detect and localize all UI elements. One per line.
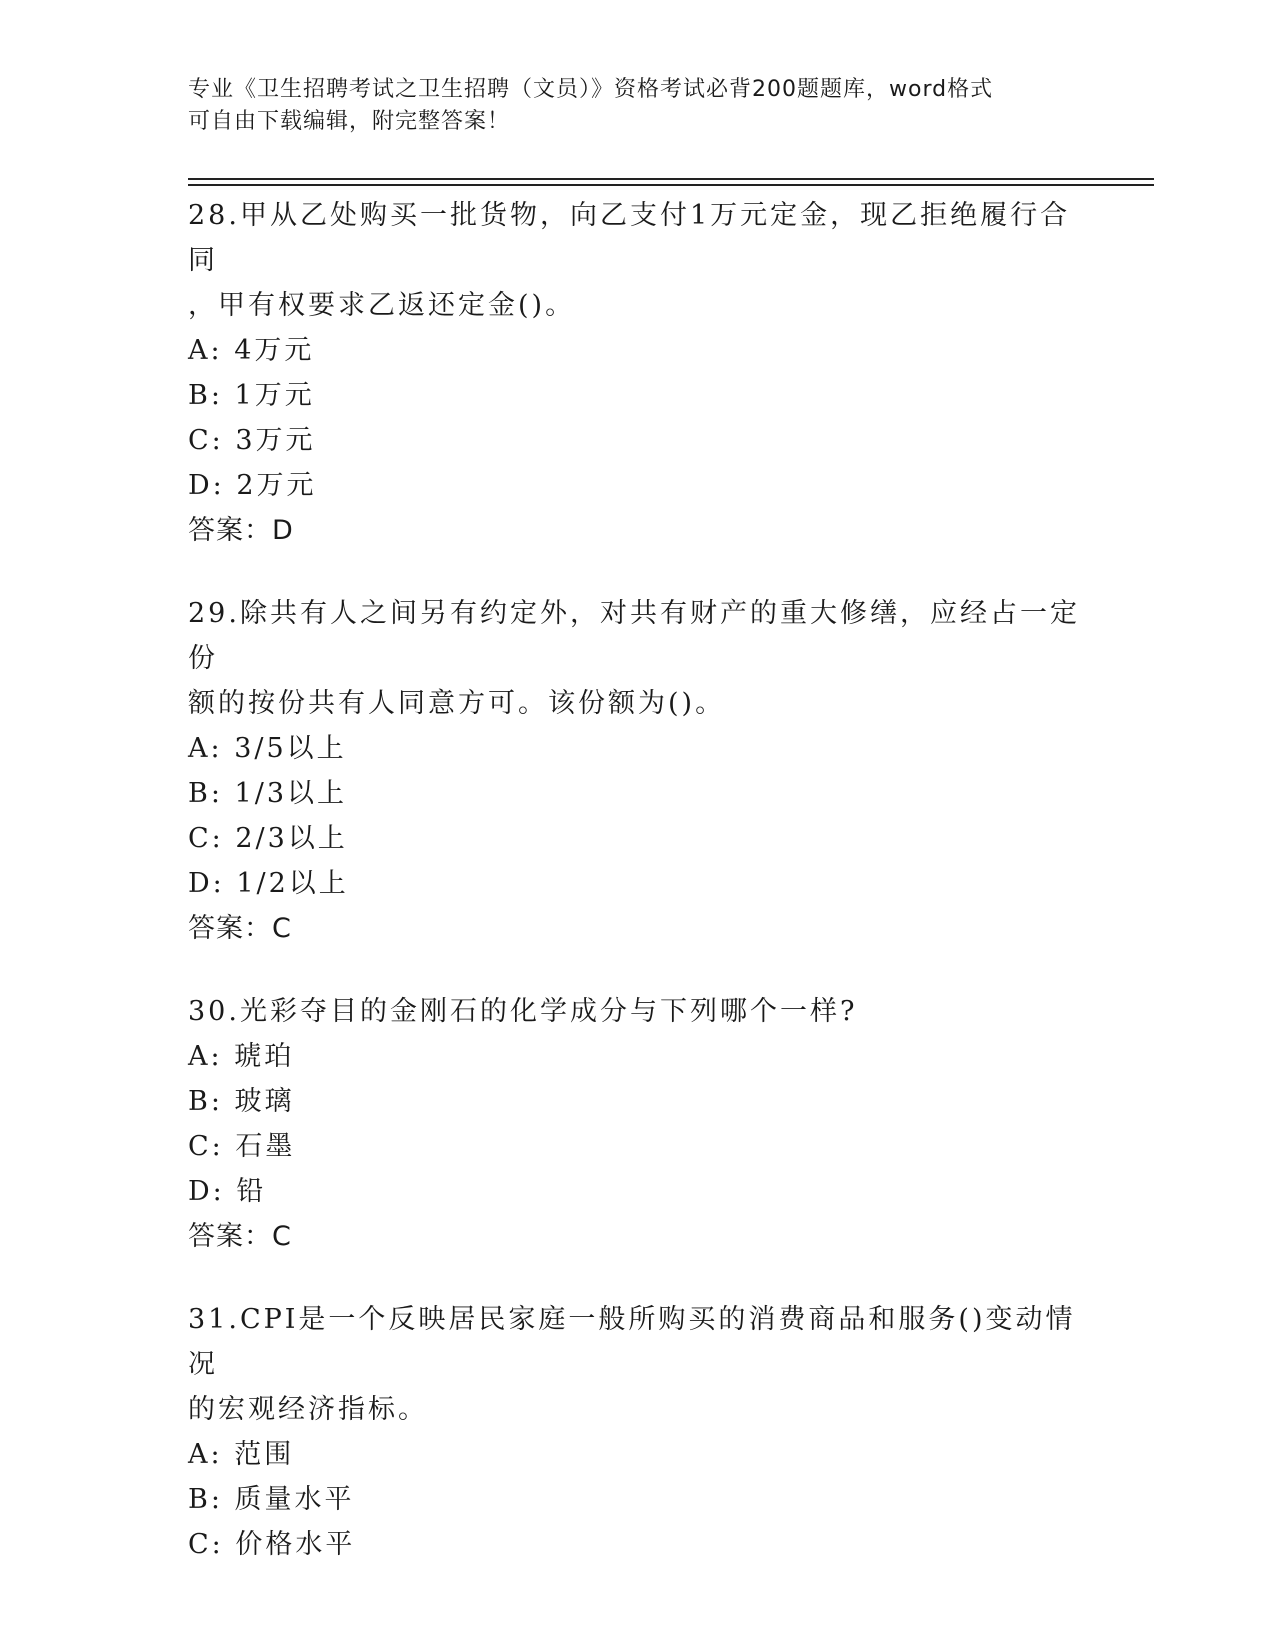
option-a — [188, 328, 1088, 373]
option-key: A: — [188, 335, 223, 366]
option-text: 1万元 — [234, 380, 315, 411]
option-text: 2/3以上 — [235, 823, 348, 854]
option-d — [188, 861, 1088, 906]
option-key: B: — [188, 380, 223, 411]
question-stem-line: 额的按份共有人同意方可。该份额为()。 — [188, 688, 726, 719]
option-d — [188, 1169, 1088, 1214]
question-31 — [188, 1297, 1088, 1567]
option-a — [188, 1034, 1088, 1079]
option-a — [188, 1432, 1088, 1477]
option-key: D: — [188, 470, 225, 501]
option-text: 3万元 — [235, 425, 316, 456]
option-b — [188, 771, 1088, 816]
option-c — [188, 816, 1088, 861]
option-key: A: — [188, 1041, 223, 1072]
question-stem-line: 28.甲从乙处购买一批货物，向乙支付1万元定金，现乙拒绝履行合同 — [188, 200, 1071, 276]
option-text: 质量水平 — [234, 1484, 355, 1515]
answer-line: 答案：C — [188, 1221, 292, 1252]
option-key: C: — [188, 1131, 224, 1162]
answer-line: 答案：C — [188, 913, 292, 944]
option-d — [188, 463, 1088, 508]
question-28 — [188, 193, 1088, 553]
option-key: B: — [188, 778, 223, 809]
answer-line: 答案：D — [188, 515, 294, 546]
option-key: C: — [188, 425, 224, 456]
option-text: 1/3以上 — [234, 778, 347, 809]
option-c — [188, 418, 1088, 463]
document-header — [188, 74, 1068, 138]
option-key: D: — [188, 868, 225, 899]
question-list — [188, 193, 1088, 1605]
option-text: 范围 — [234, 1439, 295, 1470]
question-stem-line: 31.CPI是一个反映居民家庭一般所购买的消费商品和服务()变动情况 — [188, 1304, 1076, 1380]
option-text: 1/2以上 — [236, 868, 349, 899]
option-text: 2万元 — [236, 470, 317, 501]
header-line-1: 专业《卫生招聘考试之卫生招聘（文员）》资格考试必背200题题库，word格式 — [188, 77, 994, 102]
option-key: C: — [188, 823, 224, 854]
header-divider-bottom — [188, 184, 1154, 186]
question-stem-line: 29.除共有人之间另有约定外，对共有财产的重大修缮，应经占一定份 — [188, 598, 1080, 674]
option-key: A: — [188, 1439, 223, 1470]
option-text: 铅 — [236, 1176, 267, 1207]
option-text: 石墨 — [235, 1131, 296, 1162]
question-stem-line: ，甲有权要求乙返还定金()。 — [188, 290, 576, 321]
option-text: 4万元 — [234, 335, 315, 366]
option-key: B: — [188, 1484, 223, 1515]
option-key: C: — [188, 1529, 224, 1560]
header-line-2: 可自由下载编辑，附完整答案！ — [188, 109, 511, 134]
question-30 — [188, 989, 1088, 1259]
option-b — [188, 1477, 1088, 1522]
question-29 — [188, 591, 1088, 951]
option-c — [188, 1522, 1088, 1567]
option-text: 琥珀 — [234, 1041, 295, 1072]
option-b — [188, 1079, 1088, 1124]
option-b — [188, 373, 1088, 418]
header-divider-top — [188, 178, 1154, 180]
option-key: A: — [188, 733, 223, 764]
option-key: D: — [188, 1176, 225, 1207]
question-stem-line: 的宏观经济指标。 — [188, 1394, 428, 1425]
option-text: 价格水平 — [235, 1529, 356, 1560]
option-key: B: — [188, 1086, 223, 1117]
option-text: 玻璃 — [234, 1086, 295, 1117]
option-c — [188, 1124, 1088, 1169]
option-a — [188, 726, 1088, 771]
question-stem-line: 30.光彩夺目的金刚石的化学成分与下列哪个一样? — [188, 996, 858, 1027]
option-text: 3/5以上 — [234, 733, 347, 764]
